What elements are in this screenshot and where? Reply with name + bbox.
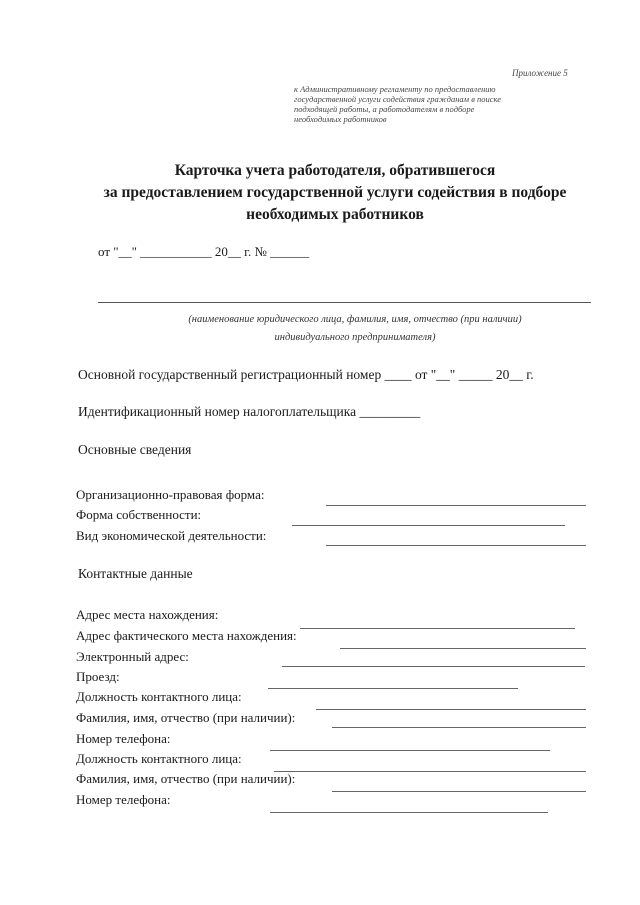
appendix-label: Приложение 5 [512,68,568,78]
regulation-note [294,84,594,124]
field-blank-activity [326,545,586,546]
regulation-note-line: подходящей работы, а работодателям в подборе [294,104,475,114]
field-blank-contact-position-2 [274,771,586,772]
field-blank-contact-phone-1 [270,750,550,751]
regulation-note-line: к Административному регламенту по предоставлению [294,84,496,94]
field-blank-contact-phone-2 [270,812,548,813]
field-label-email: Электронный адрес: [76,649,189,664]
field-label-ownership: Форма собственности: [76,507,202,522]
ogrn-label: Основной государственный регистрационный номер [78,367,382,382]
caption-line: (наименование юридического лица, фамилия, имя, отчество (при наличии) [188,314,522,325]
title-line: необходимых работников [246,206,424,223]
field-label-directions: Проезд: [76,669,120,684]
title-line: за предоставлением государственной услуги содействия в подборе [103,184,567,201]
field-label-contact-position-2: Должность контактного лица: [76,751,242,766]
field-blank-contact-name-1 [332,727,586,728]
inn-row [78,404,420,420]
section-basic-heading: Основные сведения [78,442,192,457]
field-blank-contact-name-2 [332,791,586,792]
field-label-contact-name-2: Фамилия, имя, отчество (при наличии): [76,771,296,786]
field-blank-directions [268,688,518,689]
inn-blank: _________ [359,404,421,419]
caption-line: индивидуального предпринимателя) [274,332,436,343]
ogrn-row [78,367,534,383]
regulation-note-line: необходимых работников [294,114,387,124]
field-blank-actual-address [340,648,586,649]
employer-name-blank [98,302,591,303]
field-label-actual-address: Адрес фактического места нахождения: [76,628,297,643]
ogrn-date-blanks: ____ от "__" _____ 20__ г. [384,367,534,382]
regulation-note-line: государственной услуги содействия гражданам в поиске [294,94,502,104]
field-blank-legal-address [300,628,575,629]
field-label-contact-name-1: Фамилия, имя, отчество (при наличии): [76,710,296,725]
field-label-contact-phone-2: Номер телефона: [76,792,171,807]
field-blank-legal-form [326,505,586,506]
date-number-line: от "__" ___________ 20__ г. № ______ [98,244,310,259]
document-title [90,160,580,226]
section-contacts-heading: Контактные данные [78,566,193,581]
field-blank-ownership [292,525,565,526]
employer-name-caption [120,311,590,347]
field-blank-email [282,666,585,667]
inn-label: Идентификационный номер налогоплательщика [78,404,357,419]
field-blank-contact-position-1 [316,709,586,710]
field-label-legal-form: Организационно-правовая форма: [76,487,265,502]
field-label-legal-address: Адрес места нахождения: [76,607,219,622]
title-line: Карточка учета работодателя, обратившегося [174,162,496,179]
field-label-contact-phone-1: Номер телефона: [76,731,171,746]
field-label-activity: Вид экономической деятельности: [76,528,267,543]
field-label-contact-position-1: Должность контактного лица: [76,689,242,704]
